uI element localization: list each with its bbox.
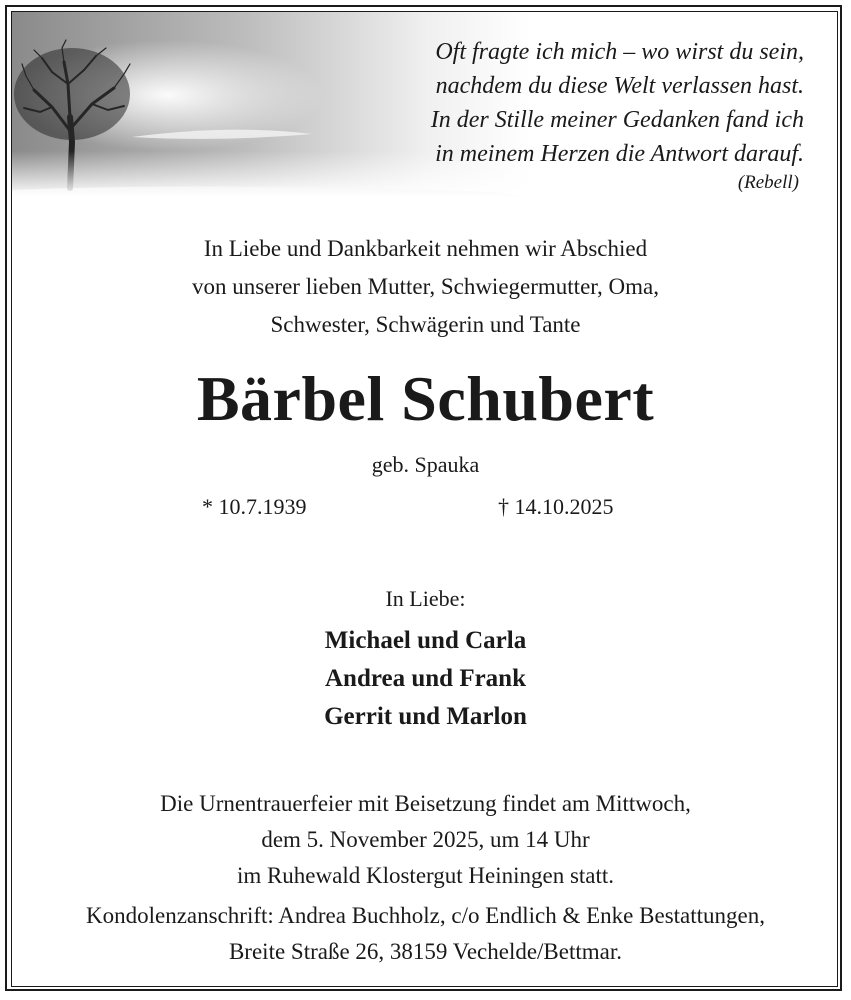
maiden-name: geb. Spauka (371, 452, 480, 477)
intro-text (0, 230, 851, 344)
ceremony-info (0, 786, 851, 894)
quote-text (431, 35, 804, 171)
mourners-list (0, 622, 851, 736)
death-date: † 14.10.2025 (498, 494, 614, 519)
mourner-name: Michael und Carla (324, 627, 527, 654)
birth-date: * 10.7.1939 (202, 494, 307, 519)
mourner-name: Gerrit und Marlon (324, 703, 527, 730)
quote-line: Oft fragte ich mich – wo wirst du sein, (435, 39, 804, 65)
intro-line: In Liebe und Dankbarkeit nehmen wir Abschied (203, 236, 648, 261)
quote-line: in meinem Herzen die Antwort darauf. (435, 141, 804, 167)
ceremony-line: Die Urnentrauerfeier mit Beisetzung findet am Mittwoch, (160, 791, 691, 816)
condolence-address (0, 898, 851, 970)
ceremony-line: im Ruhewald Klostergut Heiningen statt. (236, 863, 615, 888)
mourner-name: Andrea und Frank (325, 665, 526, 692)
intro-line: Schwester, Schwägerin und Tante (270, 312, 581, 337)
deceased-name: Bärbel Schubert (196, 363, 655, 434)
condolence-line: Breite Straße 26, 38159 Vechelde/Bettmar. (228, 939, 623, 964)
mourners-heading: In Liebe: (385, 586, 466, 611)
condolence-line: Kondolenzanschrift: Andrea Buchholz, c/o Endlich & Enke Bestattungen, (86, 903, 765, 928)
ceremony-line: dem 5. November 2025, um 14 Uhr (261, 827, 590, 852)
quote-line: In der Stille meiner Gedanken fand ich (430, 107, 804, 133)
quote-line: nachdem du diese Welt verlassen hast. (435, 73, 804, 99)
quote-author: (Rebell) (737, 172, 799, 193)
intro-line: von unserer lieben Mutter, Schwiegermutter, Oma, (192, 274, 659, 299)
